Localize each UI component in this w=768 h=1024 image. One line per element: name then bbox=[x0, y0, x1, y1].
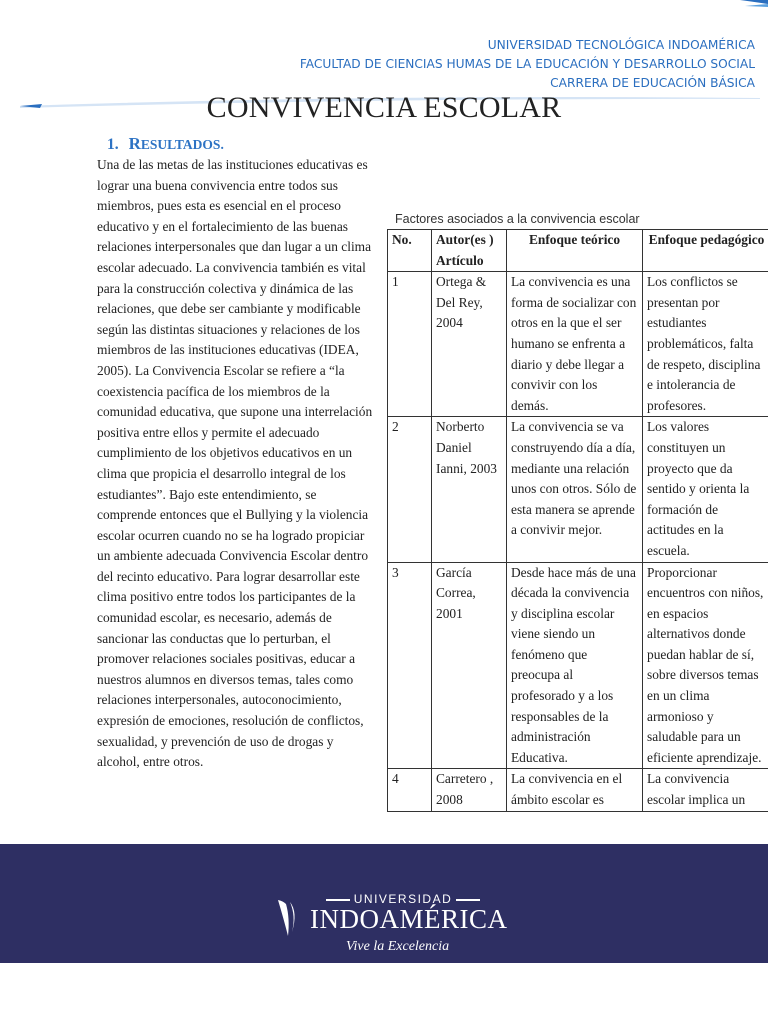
cell-enfoque-teorico: La convivencia en el ámbito escolar es bbox=[507, 769, 643, 811]
cell-enfoque-pedagogico: La convivencia escolar implica un bbox=[643, 769, 768, 811]
cell-enfoque-pedagogico: Los valores constituyen un proyecto que da sentido y orienta la formación de actitudes en la escuela. bbox=[643, 417, 768, 562]
header-autor: Autor(es ) Artículo bbox=[432, 230, 507, 272]
section-heading-rest: ESULTADOS. bbox=[140, 137, 224, 152]
career-name: CARRERA DE EDUCACIÓN BÁSICA bbox=[550, 76, 755, 90]
cell-autor: Carretero , 2008 bbox=[432, 769, 507, 811]
cell-enfoque-pedagogico: Proporcionar encuentros con niños, en espacios alternativos donde puedan hablar de sí, sobre diversos temas en un clima armonioso y saludable para un eficiente aprendizaje. bbox=[643, 562, 768, 769]
cell-no: 1 bbox=[388, 272, 432, 417]
factors-table bbox=[387, 229, 768, 812]
cell-autor: Ortega & Del Rey, 2004 bbox=[432, 272, 507, 417]
cell-no: 3 bbox=[388, 562, 432, 769]
logo-indoamerica-text: INDOAMÉRICA bbox=[310, 904, 508, 934]
university-name: UNIVERSIDAD TECNOLÓGICA INDOAMÉRICA bbox=[487, 38, 755, 52]
cell-enfoque-teorico: La convivencia es una forma de socializar con otros en la que el ser humano se enfrenta a diario y debe llegar a convivir con los demás. bbox=[507, 272, 643, 417]
table-row bbox=[388, 562, 768, 769]
section-number: 1. bbox=[107, 136, 119, 153]
cell-enfoque-teorico: La convivencia se va construyendo día a día, mediante una relación unos con otros. Sólo de esta manera se aprende a convivir mejor. bbox=[507, 417, 643, 562]
header-enfoque-pedagogico: Enfoque pedagógico bbox=[643, 230, 768, 272]
logo-tagline: Vive la Excelencia bbox=[346, 939, 450, 954]
cell-enfoque-pedagogico: Los conflictos se presentan por estudiantes problemáticos, falta de respeto, disciplina e intolerancia de profesores. bbox=[643, 272, 768, 417]
logo-universidad-text: UNIVERSIDAD bbox=[310, 892, 496, 906]
indoamerica-emblem-icon bbox=[274, 898, 302, 938]
section-heading-initial: R bbox=[128, 134, 141, 153]
header-enfoque-teorico: Enfoque teórico bbox=[507, 230, 643, 272]
university-logo bbox=[270, 892, 508, 960]
table-row bbox=[388, 272, 768, 417]
university-header bbox=[300, 36, 755, 93]
cell-autor: Norberto Daniel Ianni, 2003 bbox=[432, 417, 507, 562]
results-paragraph: Una de las metas de las instituciones educativas es lograr una buena convivencia entre todos sus miembros, pues esta es esencial en el proceso educativo y en el fortalecimiento de las buenas relaciones interpersonales que dan lugar a un clima escolar adecuado. La convivencia también es vital para la construcción colectiva y dinámica de las relaciones, que debe ser cambiante y modificable según las distintas situaciones y relaciones de los miembros de las instituciones educativas (IDEA, 2005). La Convivencia Escolar se refiere a “la coexistencia pacífica de los miembros de la comunidad educativa, que supone una interrelación positiva entre ellos y permite el adecuado cumplimiento de los objetivos educativos en un clima que propicia el desarrollo integral de los estudiantes”. Bajo este entendimiento, se comprende entonces que el Bullying y la violencia escolar ocurren cuando no se ha logrado propiciar un ambiente adecuada Convivencia Escolar dentro del recinto educativo. Para lograr desarrollar este clima positivo entre todos los participantes de la comunidad escolar, es necesario, además de sancionar las conductas que lo perturban, el promover relaciones sociales positivas, educar a nuestros alumnos en diversos temas, tales como relaciones interpersonales, autoconocimiento, expresión de emociones, resolución de conflictos, sexualidad, y prevención de uso de drogas y alcohol, entre otros. bbox=[97, 157, 373, 770]
table-row bbox=[388, 417, 768, 562]
table-header-row bbox=[388, 230, 768, 272]
table-caption: Factores asociados a la convivencia escolar bbox=[395, 212, 640, 226]
footer-banner bbox=[0, 844, 768, 963]
top-accent-stripe bbox=[0, 0, 768, 12]
document-title: CONVIVENCIA ESCOLAR bbox=[206, 91, 562, 124]
cell-no: 4 bbox=[388, 769, 432, 811]
cell-no: 2 bbox=[388, 417, 432, 562]
section-heading-resultados bbox=[107, 134, 224, 154]
table-row bbox=[388, 769, 768, 811]
faculty-name: FACULTAD DE CIENCIAS HUMAS DE LA EDUCACIÓN Y DESARROLLO SOCIAL bbox=[299, 57, 755, 71]
header-no: No. bbox=[388, 230, 432, 272]
cell-autor: García Correa, 2001 bbox=[432, 562, 507, 769]
cell-enfoque-teorico: Desde hace más de una década la convivencia y disciplina escolar viene siendo un fenómeno que preocupa al profesorado y a los responsables de la administración Educativa. bbox=[507, 562, 643, 769]
